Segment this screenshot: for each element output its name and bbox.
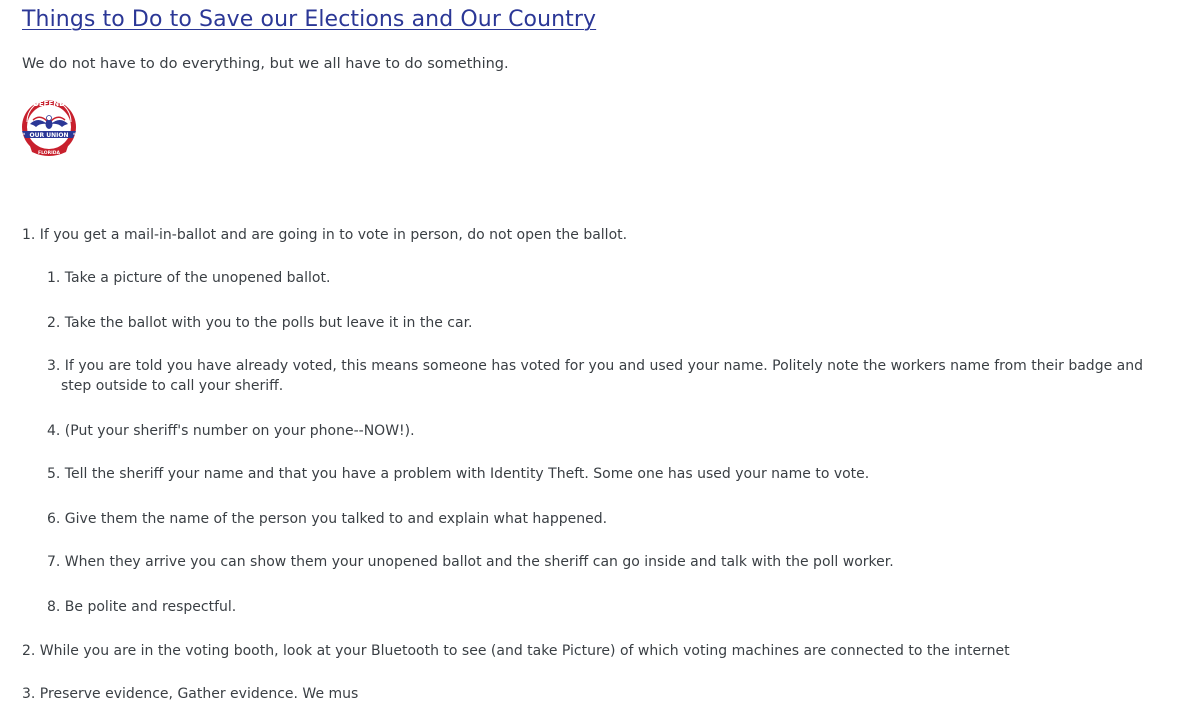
list-item: 7. When they arrive you can show them your unopened ballot and the sheriff can go inside and talk with the poll worker. — [47, 554, 894, 570]
svg-text:OUR UNION: OUR UNION — [29, 131, 69, 139]
list-item-line: 3. If you are told you have already voted, this means someone has voted for you and used your name. Politely note the workers name from their badge and — [47, 358, 1143, 374]
list-item: 2. While you are in the voting booth, look at your Bluetooth to see (and take Picture) of which voting machines are connected to the internet — [22, 643, 1010, 659]
defend-our-union-logo — [18, 94, 80, 160]
list-item-line: step outside to call your sheriff. — [61, 378, 284, 394]
list-item: 4. (Put your sheriff's number on your phone--NOW!). — [47, 423, 415, 439]
list-item: 3. Preserve evidence, Gather evidence. We mus — [22, 686, 359, 702]
list-item: 6. Give them the name of the person you talked to and explain what happened. — [47, 511, 608, 527]
list-item: 1. If you get a mail-in-ballot and are going in to vote in person, do not open the ballot. — [22, 227, 628, 243]
page-title[interactable]: Things to Do to Save our Elections and Our Country — [22, 7, 597, 32]
list-item: 1. Take a picture of the unopened ballot. — [47, 270, 331, 286]
list-item — [47, 356, 1143, 396]
svg-text:FLORIDA: FLORIDA — [38, 151, 60, 156]
page-subtitle: We do not have to do everything, but we all have to do something. — [22, 56, 509, 72]
eagle-logo-icon — [18, 94, 80, 160]
list-item: 8. Be polite and respectful. — [47, 599, 237, 615]
svg-text:DEFEND: DEFEND — [33, 100, 65, 108]
list-item: 2. Take the ballot with you to the polls but leave it in the car. — [47, 315, 473, 331]
list-item: 5. Tell the sheriff your name and that you have a problem with Identity Theft. Some one has used your name to vote. — [47, 466, 870, 482]
